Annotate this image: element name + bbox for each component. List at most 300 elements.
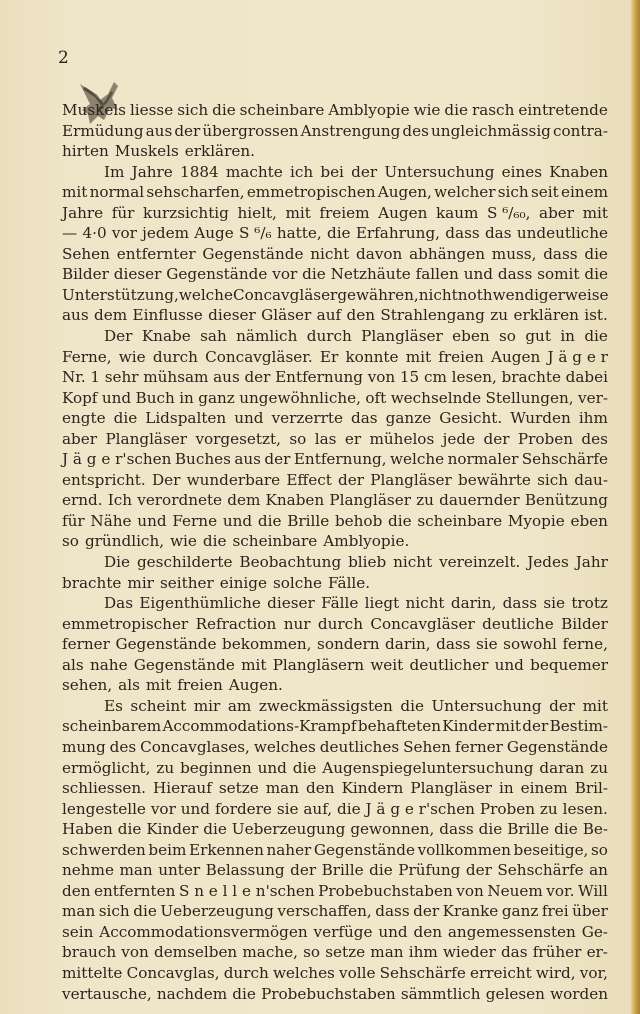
word: Plangläser [410, 779, 492, 798]
word: Proben [479, 799, 535, 818]
word: Plangläser [370, 470, 452, 489]
word: die [133, 902, 157, 921]
word: Augen, [377, 183, 432, 202]
word: nothwendigerweise [457, 285, 609, 304]
word: und [137, 511, 167, 530]
word: Amblyopie. [323, 532, 410, 551]
word: Ge- [581, 922, 608, 941]
word: von [456, 881, 484, 900]
word: ferne, [562, 635, 608, 654]
word: sondern [317, 635, 380, 654]
word: Auge [194, 224, 234, 243]
word: gewonnen, [350, 820, 435, 839]
word: dass [497, 265, 533, 284]
word: zu [590, 758, 608, 777]
word: schwerden [62, 840, 146, 859]
word: mit [495, 717, 521, 736]
word: eines [501, 162, 543, 181]
word: deutliches [319, 737, 400, 756]
word: die [400, 696, 424, 715]
word: nicht [393, 553, 433, 572]
word: mit [405, 347, 432, 366]
word: durch [223, 963, 269, 982]
word: lesen. [562, 799, 608, 818]
word: setze [325, 943, 366, 962]
word: Belassung [205, 861, 285, 880]
word: Bilder [561, 614, 608, 633]
word: sich [98, 902, 130, 921]
word: aber [539, 203, 575, 222]
word: ihm [408, 943, 438, 962]
word: nehme [62, 861, 114, 880]
word: die [584, 327, 608, 346]
word: eben [452, 327, 490, 346]
word: trotz [571, 594, 608, 613]
word: man [265, 779, 300, 798]
word: Bilder [62, 265, 109, 284]
text-line [62, 305, 608, 326]
word: dau- [574, 470, 608, 489]
word: Es [104, 696, 123, 715]
word: einem [520, 779, 568, 798]
word: Entfernung, [293, 450, 387, 469]
word: aus [213, 368, 240, 387]
text-line [62, 799, 608, 820]
word: Sehschärfe [521, 450, 608, 469]
word: erreicht [470, 963, 532, 982]
word: er- [586, 943, 608, 962]
word: S ⁶/₆₀, [486, 203, 531, 222]
word: dem [227, 491, 261, 510]
word: gründlich, [84, 532, 165, 551]
word: Beobachtung [239, 553, 342, 572]
word: der [264, 450, 291, 469]
word: welches [253, 737, 316, 756]
word: somit [537, 265, 580, 284]
word: las [314, 429, 337, 448]
word: und [180, 799, 211, 818]
word: Sehen [62, 244, 110, 263]
word: Augen [378, 203, 428, 222]
word: rasch [471, 101, 515, 119]
word: so [62, 532, 79, 551]
word: das [500, 943, 528, 962]
word: behob [334, 511, 383, 530]
word: Brille [321, 861, 364, 880]
word: so [289, 429, 307, 448]
word: 15 cm [399, 368, 447, 387]
word: hielt, [237, 203, 277, 222]
word: der [174, 121, 201, 140]
word: nicht [405, 594, 445, 613]
page-number: 2 [58, 48, 70, 68]
word: sehen, [62, 676, 113, 695]
word: mung [62, 737, 106, 756]
word: jedem [142, 224, 189, 243]
word: contra- [552, 121, 608, 140]
word: Gegenstände [506, 737, 608, 756]
word: jede [442, 429, 476, 448]
word: Ermüdung [62, 121, 144, 140]
word: freien [177, 676, 223, 695]
word: als [118, 676, 140, 695]
word: normal [89, 183, 145, 202]
word: so [303, 943, 321, 962]
text-line [62, 264, 608, 285]
word: deutliche [482, 614, 554, 633]
word: freiem [319, 203, 370, 222]
text-line [62, 470, 608, 491]
word: welche [178, 285, 233, 304]
word: mir [127, 573, 154, 592]
word: für [111, 203, 135, 222]
word: Gegenstände [133, 655, 235, 674]
word: Hierauf [153, 779, 212, 798]
word: der [465, 861, 492, 880]
word: des [581, 429, 608, 448]
word: Amblyopie [328, 101, 410, 119]
word: Be- [582, 820, 608, 839]
word: volle [339, 963, 376, 982]
word: zu [416, 491, 434, 510]
word: Gegenstände [166, 265, 268, 284]
word: Muskels [114, 142, 179, 161]
word: mit [145, 676, 172, 695]
word: darin, [450, 594, 497, 613]
word: zweckmässigsten [258, 696, 393, 715]
text-line [62, 593, 608, 614]
text-line [62, 901, 608, 922]
word: sie [543, 594, 565, 613]
word: Erkennen [188, 840, 264, 859]
word: so [590, 840, 608, 859]
word: mit [241, 655, 267, 674]
word: Im [104, 162, 125, 181]
word: man [119, 861, 153, 880]
word: Fälle [321, 594, 359, 613]
word: man [62, 902, 96, 921]
word: Fälle. [328, 573, 371, 592]
word: kaum [435, 203, 479, 222]
word: vollkommen [417, 840, 511, 859]
word: Neuem [487, 881, 543, 900]
text-line [62, 182, 608, 203]
word: gelesen [485, 984, 545, 1003]
page-edge [630, 0, 640, 1014]
word: man [370, 943, 404, 962]
word: Das [104, 594, 134, 613]
word: mit [62, 183, 88, 202]
word: an [589, 861, 608, 880]
word: 1 [90, 368, 101, 387]
word: verordnete [137, 491, 223, 510]
word: Der [151, 470, 181, 489]
word: entfernten [94, 881, 176, 900]
word: Knaben [265, 491, 325, 510]
word: deutlicher [409, 655, 489, 674]
word: erklären. [184, 142, 255, 161]
word: sämmtlich [400, 984, 481, 1003]
word: von [121, 943, 149, 962]
word: solche [272, 573, 323, 592]
word: demselben [153, 943, 238, 962]
word: nicht [418, 285, 458, 304]
word: welche [390, 450, 445, 469]
word: Will [577, 881, 608, 900]
word: zu [156, 758, 175, 777]
word: dass [502, 594, 538, 613]
word: dem [94, 306, 128, 325]
word: ernd. [62, 491, 103, 510]
word: fordere [214, 799, 272, 818]
word: mittelte [62, 963, 123, 982]
word: entfernter [116, 244, 196, 263]
word: Erfahrung, [355, 224, 441, 243]
word: Jahr [575, 553, 608, 572]
word: Anstrengung [300, 121, 401, 140]
word: ihm [578, 409, 608, 428]
word: Concavgläser [232, 285, 338, 304]
word: blieb [348, 553, 387, 572]
word: darin, [385, 635, 431, 654]
word: fallen [415, 265, 459, 284]
word: Probebuchstaben [318, 881, 453, 900]
word: durch [306, 327, 352, 346]
word: in [560, 327, 575, 346]
text-line [62, 737, 608, 758]
word: und [463, 265, 493, 284]
word: Ferne, [62, 347, 112, 366]
word: bekommen, [222, 635, 312, 654]
word: scheint [130, 696, 187, 715]
text-line [62, 141, 608, 162]
word: dauernder [439, 491, 520, 510]
word: dass [375, 902, 410, 921]
word: nur [283, 614, 311, 633]
word: Der [104, 327, 133, 346]
word: Unterstützung, [62, 285, 179, 304]
word: Brille [287, 511, 330, 530]
word: sich [537, 470, 569, 489]
word: sich [177, 101, 209, 119]
word: frei [541, 902, 569, 921]
word: Concavgläser. [205, 347, 313, 366]
word: lesen, [451, 368, 497, 387]
word: Gegenstände [115, 635, 217, 654]
word: nahe [89, 655, 128, 674]
word: der [413, 902, 440, 921]
word: Kindern [341, 779, 404, 798]
word: beginnen [180, 758, 252, 777]
word: die [444, 101, 468, 119]
word: die [257, 511, 282, 530]
word: durch [152, 347, 198, 366]
word: auf, [303, 799, 333, 818]
word: Plangläser [105, 429, 188, 448]
word: emmetropischen [246, 183, 376, 202]
word: die [326, 224, 351, 243]
word: entspricht. [62, 470, 146, 489]
word: weit [370, 655, 404, 674]
word: nachdem [156, 984, 228, 1003]
word: setze [218, 779, 259, 798]
word: Concavgläser [370, 614, 475, 633]
word: wird, [535, 963, 576, 982]
word: wie [413, 101, 441, 119]
word: 4·0 [82, 224, 107, 243]
word: durch [317, 614, 363, 633]
word: dieser [113, 265, 162, 284]
word: bewährte [458, 470, 531, 489]
word: Kopf [62, 388, 98, 407]
word: die [232, 984, 256, 1003]
word: Buch [135, 388, 175, 407]
word: Lidspalten [145, 409, 227, 428]
word: lengestelle [62, 799, 146, 818]
word: sie [276, 799, 299, 818]
word: Accommodations-Krampf [162, 717, 357, 736]
word: die [302, 265, 326, 284]
word: Gesicht. [439, 409, 503, 428]
word: freien [438, 347, 484, 366]
word: die [337, 799, 361, 818]
word: naher [266, 840, 312, 859]
word: am [227, 696, 252, 715]
text-line [62, 429, 608, 450]
word: liesse [129, 101, 174, 119]
word: die [113, 409, 138, 428]
word: aus [145, 121, 173, 140]
text-line [62, 244, 608, 265]
text-line [62, 552, 608, 573]
word: vor [272, 265, 298, 284]
word: Ueberzeugung [160, 902, 274, 921]
text-line [62, 388, 608, 409]
word: von [367, 368, 396, 387]
text-line [62, 121, 608, 142]
word: für [62, 511, 85, 530]
word: die [117, 820, 142, 839]
word: Strahlengang [380, 306, 485, 325]
word: brachte [62, 573, 122, 592]
word: sowohl [503, 635, 557, 654]
word: Accommodationsvermögen [99, 922, 308, 941]
word: eintretende [518, 101, 608, 119]
word: S n e l l e n'schen [178, 881, 315, 900]
word: über [572, 902, 608, 921]
word: die [369, 861, 393, 880]
word: Gegenstände [313, 840, 415, 859]
word: Jedes [527, 553, 569, 572]
word: das [484, 224, 512, 243]
word: erklären [513, 306, 579, 325]
word: — [62, 224, 78, 243]
word: Kranke [442, 902, 499, 921]
text-line [62, 819, 608, 840]
word: dass [436, 635, 471, 654]
word: Augen. [228, 676, 283, 695]
text-line [62, 675, 608, 696]
word: dieser [267, 594, 315, 613]
word: worden [550, 984, 608, 1003]
word: ich [289, 162, 314, 181]
word: S ⁶/₆ [239, 224, 272, 243]
word: den [346, 306, 375, 325]
word: wie [118, 347, 146, 366]
word: engte [62, 409, 106, 428]
word: Er [319, 347, 339, 366]
word: J ä g e r'schen [62, 450, 172, 469]
word: mühsam [143, 368, 209, 387]
word: Gläser [261, 306, 312, 325]
word: mache, [242, 943, 298, 962]
word: der [338, 470, 365, 489]
word: den [413, 922, 442, 941]
word: emmetropischer [62, 614, 189, 633]
word: Nähe [90, 511, 132, 530]
word: Augen [491, 347, 541, 366]
word: welcher [434, 183, 496, 202]
word: J ä g e r'schen [365, 799, 475, 818]
word: ermöglicht, [62, 758, 151, 777]
word: vor [150, 799, 176, 818]
word: Jahre [62, 203, 104, 222]
word: J ä g e r [547, 347, 608, 366]
word: einige [219, 573, 267, 592]
word: und [378, 922, 408, 941]
word: Buches [174, 450, 231, 469]
word: nicht [310, 244, 350, 263]
word: dieser [208, 306, 256, 325]
word: des [402, 121, 429, 140]
text-line [62, 984, 608, 1005]
word: ganz [501, 902, 539, 921]
word: Kinder [442, 717, 495, 736]
word: der [549, 696, 576, 715]
word: gut [525, 327, 551, 346]
word: normaler [447, 450, 519, 469]
word: die [554, 820, 578, 839]
word: der [522, 717, 549, 736]
word: Untersuchung [431, 696, 542, 715]
text-line [62, 840, 608, 861]
word: das [351, 409, 378, 428]
word: auf [316, 306, 342, 325]
word: mit [582, 696, 608, 715]
word: Ferne [172, 511, 218, 530]
word: verzerrte [271, 409, 343, 428]
word: Nr. [62, 368, 86, 387]
word: ganze [385, 409, 432, 428]
word: scheinbare [239, 101, 325, 119]
word: Sehschärfe [379, 963, 466, 982]
word: Plangläser [361, 327, 443, 346]
word: so [499, 327, 516, 346]
text-line [62, 326, 608, 347]
word: sie [476, 635, 498, 654]
text-line [62, 408, 608, 429]
word: sah [200, 327, 227, 346]
word: dass [543, 244, 578, 263]
word: brauch [62, 943, 117, 962]
word: vor [111, 224, 137, 243]
word: und [234, 409, 264, 428]
text-line [62, 449, 608, 470]
word: ver- [578, 388, 608, 407]
word: mit [582, 203, 608, 222]
text-line [62, 511, 608, 532]
word: übergrossen [202, 121, 299, 140]
